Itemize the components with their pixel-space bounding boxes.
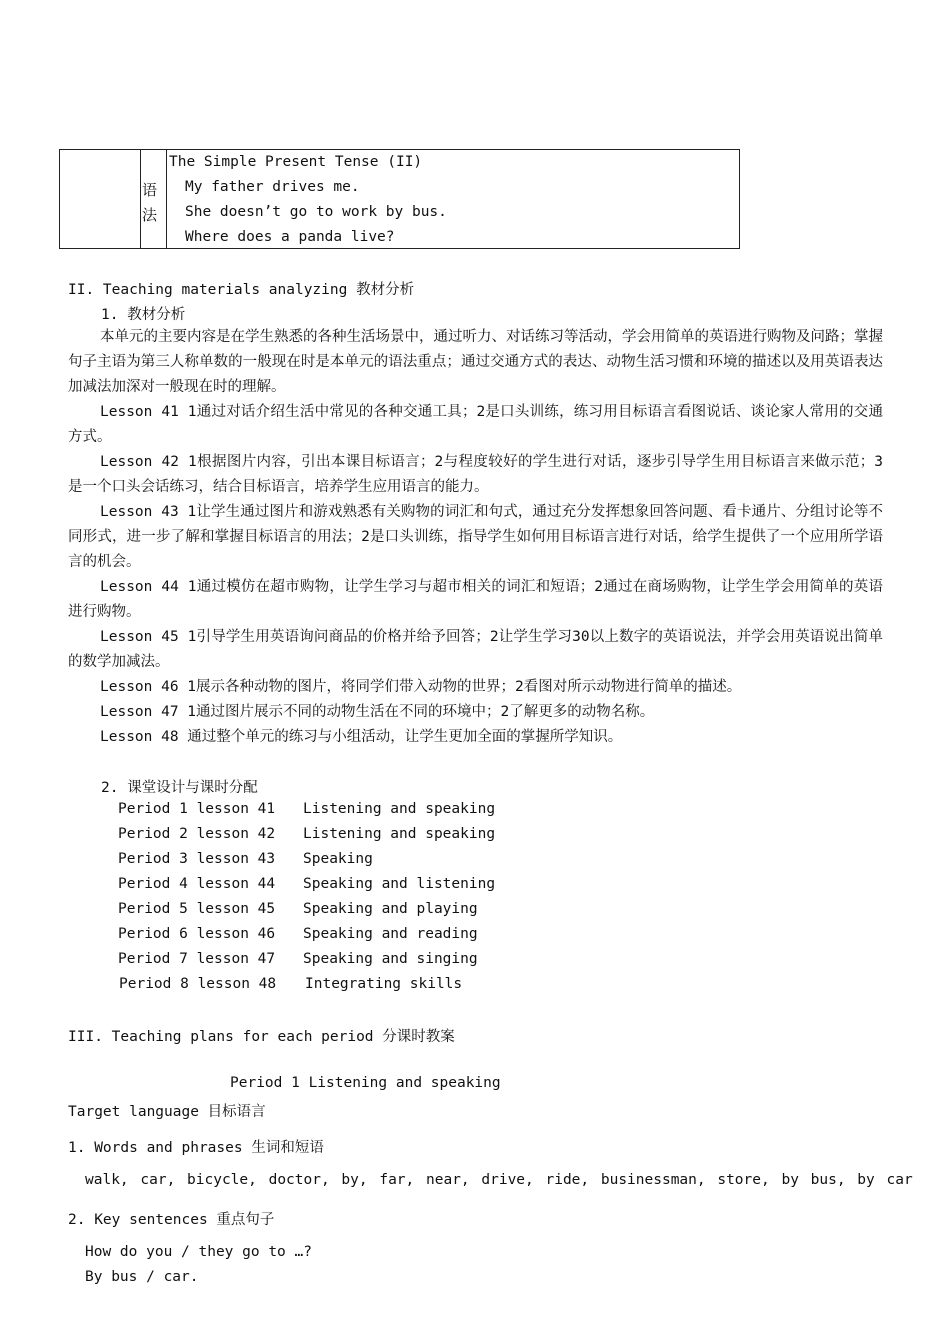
- grammar-line: The Simple Present Tense (II): [169, 154, 423, 170]
- period-activity: Listening and speaking: [303, 801, 496, 817]
- subsection-heading: 2. 课堂设计与课时分配: [101, 780, 258, 796]
- lesson-paragraph: Lesson 48 通过整个单元的练习与小组活动，让学生更加全面的掌握所学知识。: [100, 729, 623, 745]
- lesson-paragraph: Lesson 44 1通过模仿在超市购物，让学生学习与超市相关的词汇和短语；2通过在商场购物，让学生学会用简单的英语进行购物。: [68, 579, 883, 620]
- lesson-paragraph: Lesson 41 1通过对话介绍生活中常见的各种交通工具；2是口头训练，练习用目标语言看图说话、谈论家人常用的交通方式。: [68, 404, 883, 445]
- period-label: Period 3 lesson 43: [118, 851, 276, 867]
- section-heading: II. Teaching materials analyzing 教材分析: [68, 282, 415, 298]
- grammar-line: She doesn’t go to work by bus.: [185, 204, 447, 220]
- key-sentence: By bus / car.: [85, 1269, 199, 1285]
- lesson-paragraph: Lesson 47 1通过图片展示不同的动物生活在不同的环境中；2了解更多的动物名称。: [100, 704, 655, 720]
- period-activity: Speaking and listening: [303, 876, 496, 892]
- lesson-paragraph: Lesson 45 1引导学生用英语询问商品的价格并给予回答；2让学生学习30以上数字的英语说法，并学会用英语说出简单的数学加减法。: [68, 629, 883, 670]
- key-sentence: How do you / they go to …?: [85, 1244, 312, 1260]
- period-label: Period 5 lesson 45: [118, 901, 276, 917]
- grammar-table: [59, 149, 740, 249]
- period-activity: Integrating skills: [305, 976, 463, 992]
- period-label: Period 8 lesson 48: [119, 976, 277, 992]
- lesson-paragraph: Lesson 46 1展示各种动物的图片，将同学们带入动物的世界；2看图对所示动物进行简单的描述。: [100, 679, 742, 695]
- section-heading: III. Teaching plans for each period 分课时教案: [68, 1029, 455, 1045]
- words-list: walk, car, bicycle, doctor, by, far, near, drive, ride, businessman, store, by bus, by car: [85, 1172, 913, 1188]
- period-activity: Listening and speaking: [303, 826, 496, 842]
- grammar-line: Where does a panda live?: [185, 229, 395, 245]
- period-label: Period 4 lesson 44: [118, 876, 276, 892]
- grammar-line: My father drives me.: [185, 179, 360, 195]
- subsection-heading: 1. 教材分析: [101, 307, 186, 323]
- period-label: Period 2 lesson 42: [118, 826, 276, 842]
- grammar-category-label: 语法: [142, 181, 158, 224]
- period-label: Period 1 lesson 41: [118, 801, 276, 817]
- lesson-paragraph: Lesson 42 1根据图片内容，引出本课目标语言；2与程度较好的学生进行对话，逐步引导学生用目标语言来做示范；3 是一个口头会话练习，结合目标语言，培养学生应用语言的能力。: [68, 454, 883, 495]
- words-heading: 1. Words and phrases 生词和短语: [68, 1140, 324, 1156]
- lesson-paragraph: Lesson 43 1让学生通过图片和游戏熟悉有关购物的词汇和句式，通过充分发挥想象回答问题、看卡通片、分组讨论等不同形式，进一步了解和掌握目标语言的用法；2是口头训练，指导学生如何用目标语言进行对话，给学生提供了一个应用所学语言的机会。: [68, 504, 883, 570]
- table-divider: [140, 150, 141, 248]
- intro-paragraph: 本单元的主要内容是在学生熟悉的各种生活场景中，通过听力、对话练习等活动，学会用简单的英语进行购物及问路；掌握句子主语为第三人称单数的一般现在时是本单元的语法重点；通过交通方式的表达、动物生活习惯和环境的描述以及用英语表达加减法加深对一般现在时的理解。: [68, 329, 883, 395]
- key-sentences-heading: 2. Key sentences 重点句子: [68, 1212, 275, 1228]
- period-activity: Speaking and playing: [303, 901, 478, 917]
- period-label: Period 6 lesson 46: [118, 926, 276, 942]
- period-label: Period 7 lesson 47: [118, 951, 276, 967]
- period-title: Period 1 Listening and speaking: [230, 1075, 501, 1091]
- target-language-heading: Target language 目标语言: [68, 1104, 266, 1120]
- period-activity: Speaking and reading: [303, 926, 478, 942]
- table-divider: [166, 150, 167, 248]
- period-activity: Speaking and singing: [303, 951, 478, 967]
- period-activity: Speaking: [303, 851, 373, 867]
